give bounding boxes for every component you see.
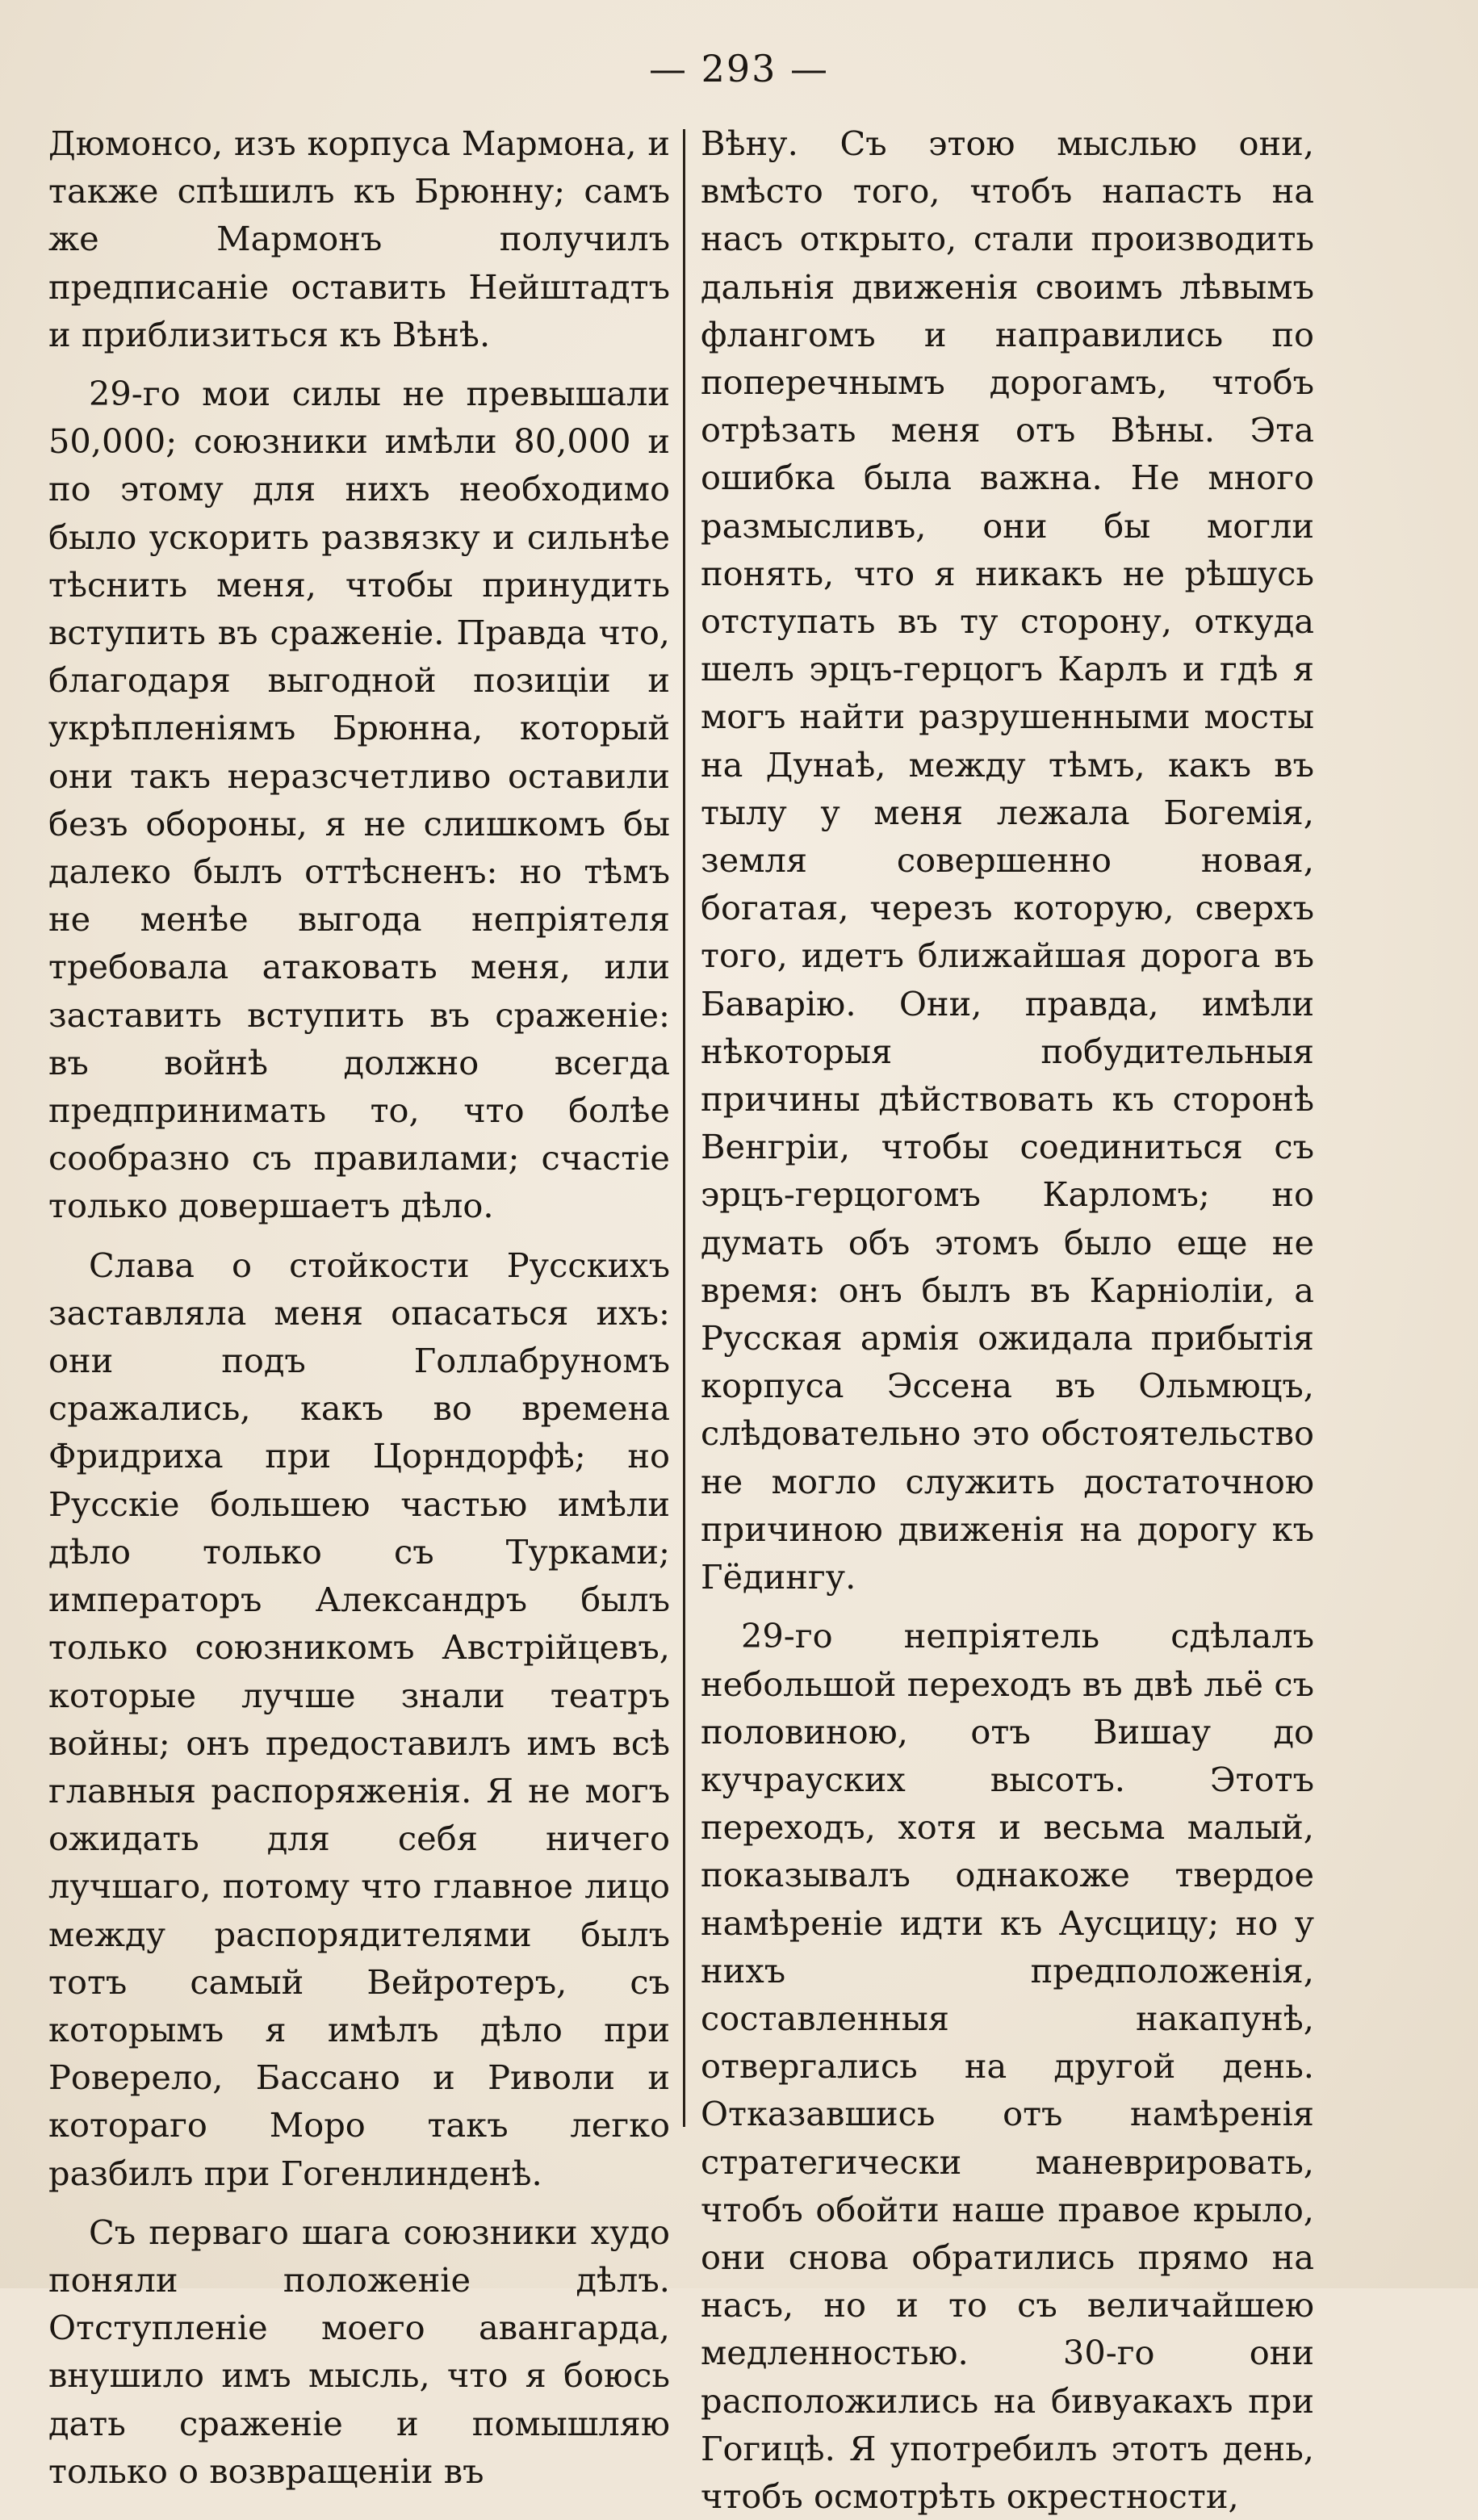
paragraph: Дюмонсо, изъ корпуса Мармона, и также спѣшилъ къ Брюнну; самъ же Мармонъ получилъ предписаніе оставить Нейштадтъ и приблизиться къ Вѣнѣ. (48, 123, 670, 354)
column-divider (683, 129, 685, 2127)
page-number: — 293 — (648, 47, 830, 90)
paragraph: Слава о стойкости Русскихъ заставляла меня опасаться ихъ: они подъ Голлабруномъ сражались, какъ во времена Фридриха при Цорндорфѣ; но Русскіе большею частью имѣли дѣло только съ Турками; императоръ Александръ былъ только союзникомъ Австрійцевъ, которые лучше знали театръ войны; онъ предоставилъ имъ всѣ главныя распоряженія. Я не могъ ожидать для себя ничего лучшаго, потому что главное лицо между распорядителями былъ тотъ самый Вейротеръ, съ которымъ я имѣлъ дѣло при Роверело, Бассано и Риволи и котораго Моро такъ легко разбилъ при Гогенлинденѣ. (48, 1245, 670, 2193)
paragraph: 29-го мои силы не превышали 50,000; союзники имѣли 80,000 и по этому для нихъ необходимо было ускорить развязку и сильнѣе тѣснить меня, чтобы принудить вступить въ сраженіе. Правда что, благодаря выгодной позиціи и укрѣпленіямъ Брюнна, который они такъ неразсчетливо оставили безъ обороны, я не слишкомъ бы далеко былъ оттѣсненъ: но тѣмъ не менѣе выгода непріятеля требовала атаковать меня, или заставить вступить въ сраженіе: въ войнѣ должно всегда предпринимать то, что болѣе сообразно съ правилами; счастіе только довершаетъ дѣло. (48, 374, 670, 1226)
paragraph: 29-го непріятель сдѣлалъ небольшой переходъ въ двѣ льё съ половиною, отъ Вишау до кучрауских высотъ. Этотъ переходъ, хотя и весьма малый, показывалъ однакоже твердое намѣреніе идти къ Аусцицу; но у нихъ предположенія, составленныя накапунѣ, отвергались на другой день. Отказавшись отъ намѣренія стратегически маневрировать, чтобъ обойти наше правое крыло, они снова обратились прямо на насъ, но и то съ величайшею медленностью. 30-го они расположились на бивуакахъ при Гогицѣ. Я употребилъ этотъ день, чтобъ осмотрѣть окрестности, (701, 1616, 1314, 2516)
paragraph: Вѣну. Съ этою мыслью они, вмѣсто того, чтобъ напасть на насъ открыто, стали производить дальнія движенія своимъ лѣвымъ флангомъ и направились по поперечнымъ дорогамъ, чтобъ отрѣзать меня отъ Вѣны. Эта ошибка была важна. Не много размысливъ, они бы могли понять, что я никакъ не рѣшусь отступать въ ту сторону, откуда шелъ эрцъ-герцогъ Карлъ и гдѣ я могъ найти разрушенными мосты на Дунаѣ, между тѣмъ, какъ въ тылу у меня лежала Богемія, земля совершенно новая, богатая, черезъ которую, сверхъ того, идетъ ближайшая дорога въ Баварію. Они, правда, имѣли нѣкоторыя побудительныя причины дѣйствовать къ сторонѣ Венгріи, чтобы соединиться съ эрцъ-герцогомъ Карломъ; но думать объ этомъ было еще не время: онъ былъ въ Карніоліи, а Русская армія ожидала прибытія корпуса Эссена въ Ольмюцъ, слѣдовательно это обстоятельство не могло служить достаточною причиною движенія на дорогу къ Гёдингу. (701, 123, 1314, 1597)
right-column (701, 119, 1314, 2520)
left-column (48, 119, 670, 2495)
paragraph: Съ перваго шага союзники худо поняли положеніе дѣлъ. Отступленіе моего авангарда, внушило имъ мысль, что я боюсь дать сраженіе и помышляю только о возвращеніи въ (48, 2212, 670, 2491)
